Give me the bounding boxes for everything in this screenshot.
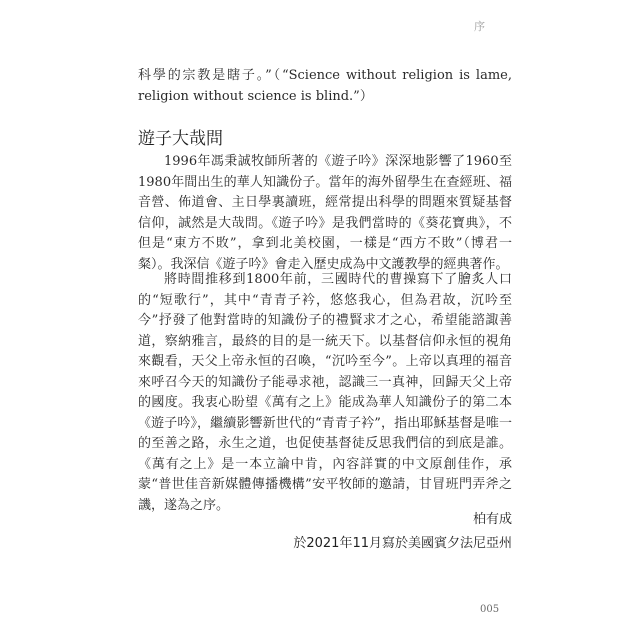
running-header: 序	[474, 20, 486, 33]
section-title: 遊子大哉問	[138, 129, 223, 149]
signature-date: 於2021年11月寫於美國賓夕法尼亞州	[293, 536, 512, 551]
body-paragraph: 將時間推移到1800年前，三國時代的曹操寫下了膾炙人口的“短歌行”，其中“青青子衿，悠悠我心，但為君故，沉吟至今”抒發了他對當時的知識份子的禮賢求才之心，希望能諮諏善道，察納雅言，最終的目的是一統天下。以基督信仰永恒的視角來觀看，天父上帝永恒的召喚，“沉吟至今”。上帝以真理的福音來呼召今天的知識份子能尋求祂，認識三一真神，回歸天父上帝的國度。我衷心盼望《萬有之上》能成為華人知識份子的第二本《遊子吟》，繼續影響新世代的“青青子衿”，指出耶穌基督是唯一的至善之路，永生之道，也促使基督徒反思我們信的到底是誰。《萬有之上》是一本立論中肯，內容詳實的中文原創佳作，承蒙“普世佳音新媒體傳播機構”安平牧師的邀請，甘冒班門弄斧之譏，遂為之序。	[138, 272, 512, 513]
page-number: 005	[480, 604, 500, 615]
intro-paragraph: 科學的宗教是瞎子。”（“Science without religion is lame, religion without science is blind.”）	[138, 68, 512, 104]
signature-name: 柏有成	[472, 512, 512, 527]
body-paragraph: 1996年馮秉誠牧師所著的《遊子吟》深深地影響了1960至1980年間出生的華人知識份子。當年的海外留學生在查經班、福音營、佈道會、主日學裏讀班，經常提出科學的問題來質疑基督信仰，誠然是大哉問。《遊子吟》是我們當時的《葵花寶典》，不但是“東方不敗”，拿到北美校園，一樣是“西方不敗”（博君一粲）。我深信《遊子吟》會走入歷史成為中文護教學的經典著作。	[138, 154, 512, 272]
